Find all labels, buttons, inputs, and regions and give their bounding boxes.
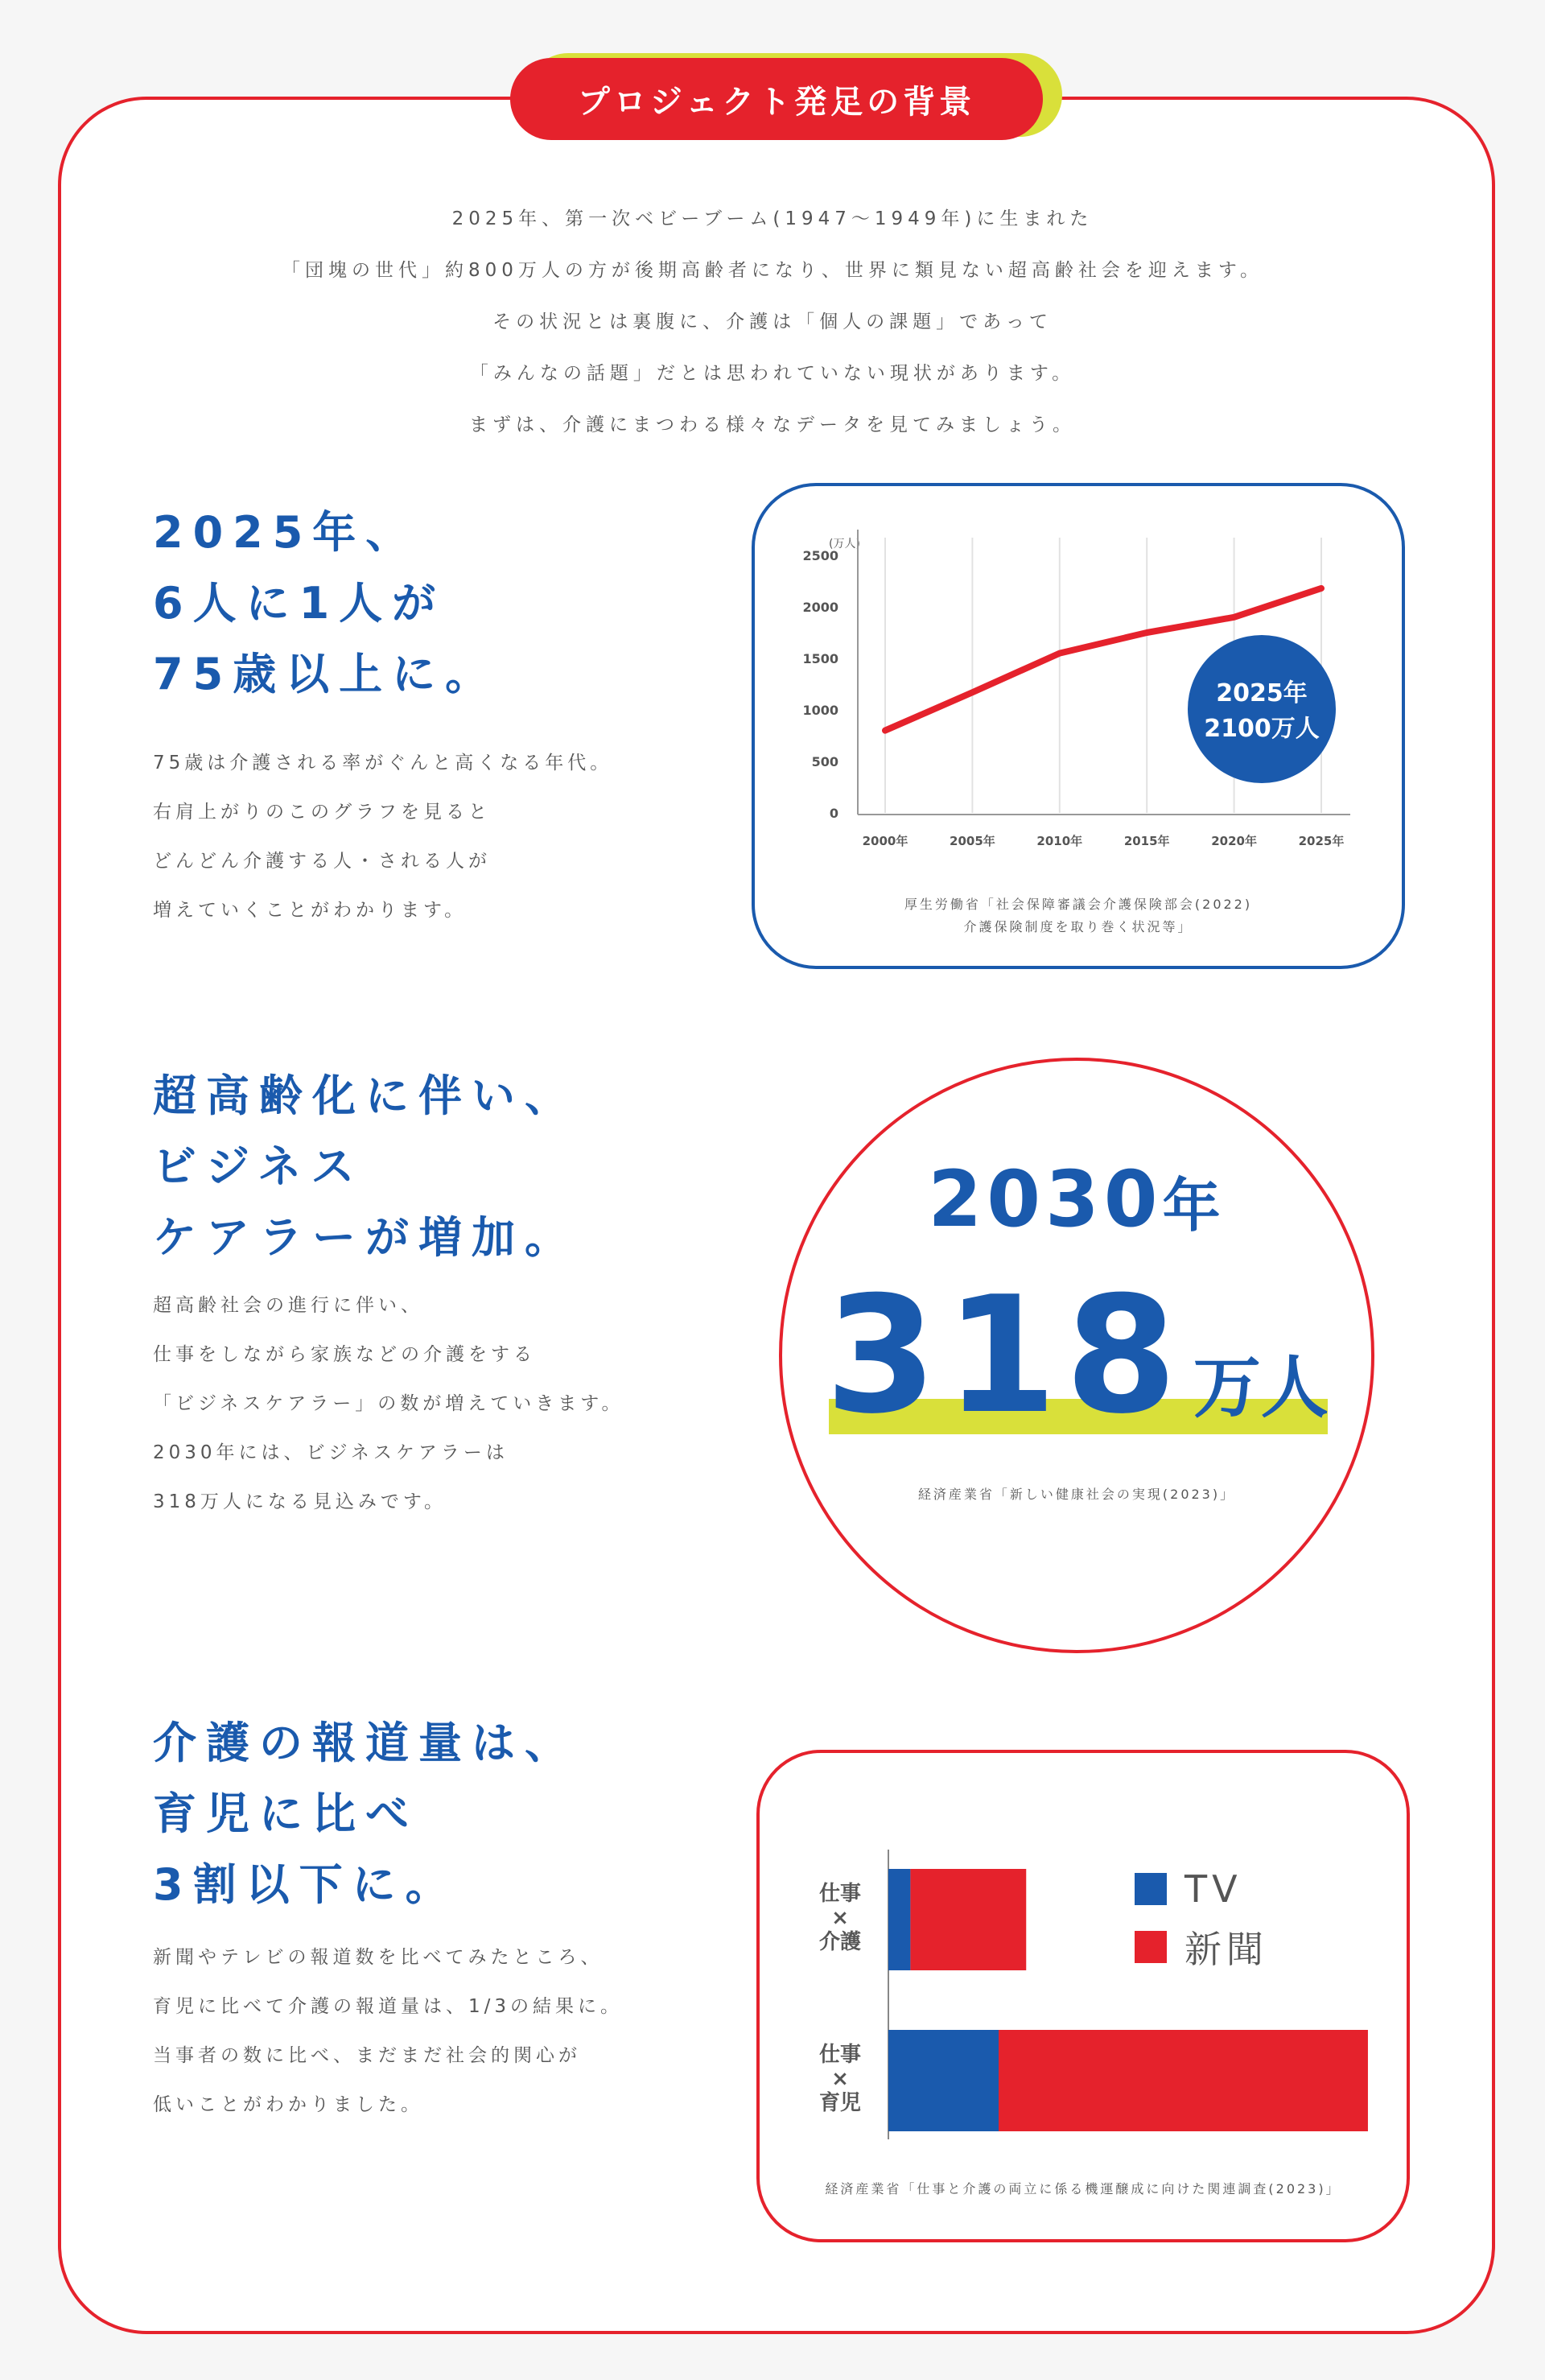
body-line: 2030年には、ビジネスケアラーは	[153, 1442, 509, 1463]
stat-year	[782, 1154, 1371, 1244]
stat-number	[782, 1262, 1371, 1450]
intro-line: その状況とは裏腹に、介護は「個人の課題」であって	[492, 311, 1053, 332]
line-chart-source	[755, 893, 1402, 938]
legend-label: TV	[1184, 1867, 1242, 1911]
y-tick-label: 1500	[802, 651, 838, 666]
bar-tv	[888, 1869, 910, 1970]
source-line: 厚生労働省「社会保障審議会介護保険部会(2022)	[904, 897, 1253, 912]
intro-line: まずは、介護にまつわる様々なデータを見てみましょう。	[469, 415, 1076, 435]
heading-line: 超高齢化に伴い、	[153, 1070, 578, 1121]
body-line: 増えていくことがわかります。	[153, 900, 468, 921]
stat-year-unit: 年	[1162, 1172, 1226, 1239]
line-chart	[755, 502, 1402, 881]
section-3-heading	[153, 1708, 578, 1920]
callout-year: 2025年	[1216, 679, 1308, 707]
body-line: 仕事をしながら家族などの介護をする	[153, 1344, 536, 1365]
body-line: 超高齢社会の進行に伴い、	[153, 1295, 423, 1316]
intro-line: 「団塊の世代」約800万人の方が後期高齢者になり、世界に類見ない超高齢社会を迎えます。	[281, 260, 1264, 281]
category-label: 仕事	[818, 2043, 862, 2067]
heading-line: 6人に1人が	[153, 578, 446, 629]
category-label: 介護	[818, 1930, 862, 1954]
heading-line: ビジネス	[153, 1141, 365, 1192]
source-line: 介護保険制度を取り巻く状況等」	[963, 919, 1193, 934]
bar-tv	[888, 2030, 999, 2131]
heading-line: ケアラーが増加。	[153, 1212, 578, 1263]
stat-source: 経済産業省「新しい健康社会の実現(2023)」	[917, 1487, 1236, 1502]
y-tick-label: 2500	[802, 548, 838, 563]
bar-newspaper	[910, 1869, 1026, 1970]
body-line: 「ビジネスケアラー」の数が増えていきます。	[153, 1393, 624, 1414]
section-3-body	[153, 1933, 623, 2130]
x-tick-label: 2005年	[950, 834, 995, 848]
callout-circle	[1188, 635, 1336, 783]
heading-line: 介護の報道量は、	[153, 1718, 578, 1768]
heading-line: 3割以下に。	[153, 1859, 459, 1910]
bar-chart	[760, 1753, 1407, 2139]
section-1-body	[153, 739, 612, 935]
x-tick-label: 2010年	[1036, 834, 1083, 848]
x-tick-label: 2025年	[1298, 834, 1345, 848]
stat-year-value: 2030	[928, 1154, 1163, 1244]
intro-text	[0, 193, 1545, 451]
section-2-body	[153, 1281, 624, 1527]
legend-newspaper	[1135, 1920, 1268, 1974]
body-line: 当事者の数に比べ、まだまだ社会的関心が	[153, 2045, 581, 2066]
heading-line: 75歳以上に。	[153, 649, 499, 699]
category-label: 仕事	[818, 1882, 862, 1906]
legend-swatch-newspaper	[1135, 1931, 1167, 1963]
y-tick-label: 0	[829, 806, 838, 821]
body-line: 右肩上がりのこのグラフを見ると	[153, 802, 491, 823]
category-label: ×	[831, 1906, 849, 1930]
bar-chart-source: 経済産業省「仕事と介護の両立に係る機運醸成に向けた関連調査(2023)」	[825, 2181, 1341, 2196]
intro-line: 2025年、第一次ベビーブーム(1947〜1949年)に生まれた	[451, 208, 1094, 229]
y-tick-label: 2000	[802, 600, 838, 615]
body-line: 低いことがわかりました。	[153, 2094, 423, 2115]
page-title: プロジェクト発足の背景	[510, 58, 1043, 140]
body-line: 育児に比べて介護の報道量は、1/3の結果に。	[153, 1996, 624, 2017]
line-chart-card	[752, 483, 1405, 969]
category-label: ×	[831, 2067, 849, 2091]
body-line: 75歳は介護される率がぐんと高くなる年代。	[153, 753, 613, 773]
bar-newspaper	[999, 2030, 1368, 2131]
legend-swatch-tv	[1135, 1873, 1167, 1905]
category-label: 育児	[818, 2091, 862, 2115]
y-tick-label: 1000	[802, 703, 838, 718]
stat-circle	[779, 1058, 1374, 1653]
legend-label: 新聞	[1184, 1928, 1268, 1971]
y-tick-label: 500	[811, 754, 838, 769]
stat-number-value: 318	[825, 1262, 1185, 1450]
x-tick-label: 2000年	[862, 834, 908, 848]
callout-value: 2100万人	[1204, 714, 1320, 743]
body-line: 新聞やテレビの報道数を比べてみたところ、	[153, 1947, 604, 1968]
y-axis-unit: (万人)	[829, 538, 860, 551]
section-1-heading	[153, 497, 498, 710]
x-tick-label: 2020年	[1211, 834, 1257, 848]
section-2-heading	[153, 1061, 578, 1273]
body-line: 318万人になる見込みです。	[153, 1491, 447, 1512]
page-title-badge	[510, 53, 1062, 140]
intro-line: 「みんなの話題」だとは思われていない現状があります。	[469, 363, 1076, 384]
heading-line: 育児に比べ	[153, 1788, 418, 1839]
body-line: どんどん介護する人・される人が	[153, 851, 491, 872]
heading-line: 2025年、	[153, 507, 419, 558]
x-tick-label: 2015年	[1123, 834, 1170, 848]
stat-number-unit: 万人	[1193, 1348, 1329, 1427]
legend-tv	[1135, 1867, 1242, 1911]
bar-chart-card	[756, 1750, 1410, 2242]
